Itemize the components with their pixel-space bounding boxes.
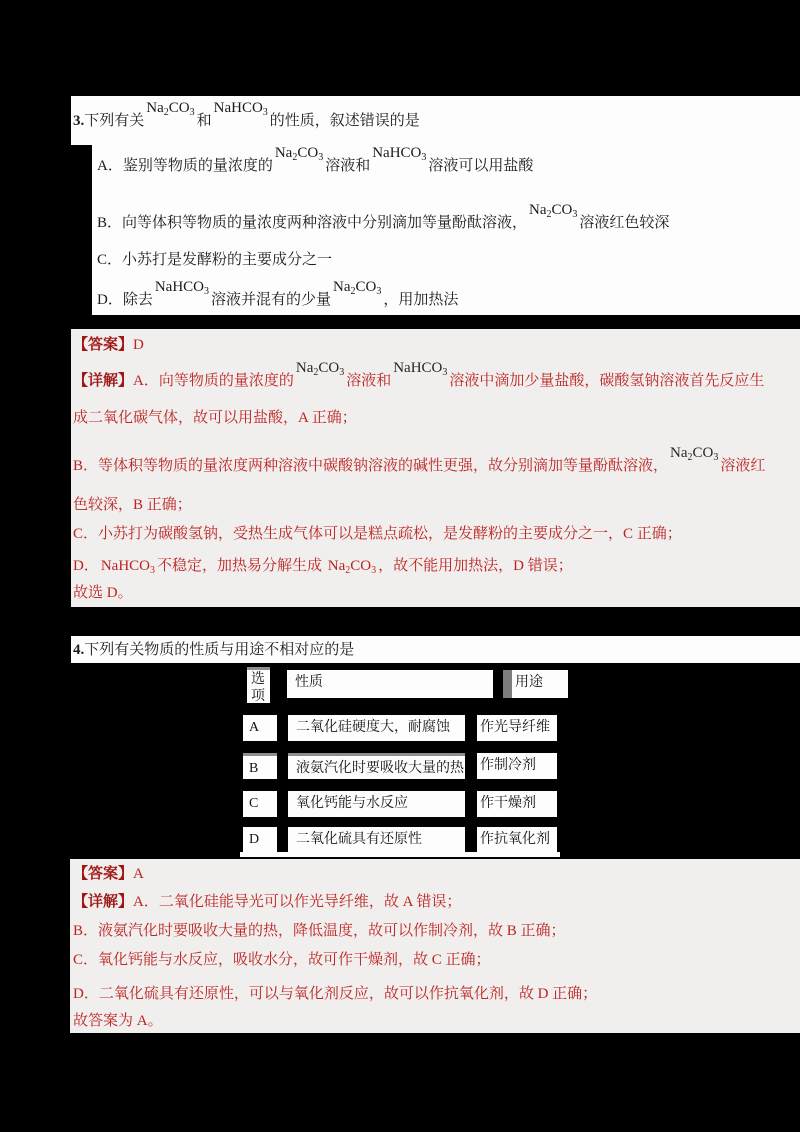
table-cell-property: 氧化钙能与水反应 [288,791,465,817]
text-segment: 溶液和 [325,158,371,174]
text-segment: B．向等体积等物质的量浓度两种溶液中分别滴加等量酚酞溶液， [97,215,528,231]
text-segment: ，故不能用加热法，D 错误； [378,558,573,574]
text-segment: 的性质，叙述错误的是 [269,113,420,129]
text-segment: 下列有关物质的性质与用途不相对应的是 [84,642,355,658]
text-segment: D．除去 [97,292,153,308]
text-segment: 和 [196,113,212,129]
text-segment: 故答案为 A。 [73,1013,163,1029]
answer-label: 【详解】 [73,373,134,389]
text-segment: 溶液和 [346,373,392,389]
answer-label: 【答案】 [73,337,134,353]
text-segment: 4. [73,642,85,658]
chemical-formula: NaHCO$_3$ [213,100,268,118]
table-cell-option: A [243,715,277,741]
chemical-formula: $Na_2CO_3$ [274,145,324,163]
chemical-formula: $Na_2CO_3$ [529,202,578,220]
text-line [73,986,597,1002]
table-cell-property: 二氧化硫具有还原性 [288,827,465,853]
text-segment: D．二氧化硫具有还原性，可以与氧化剂反应，故可以作抗氧化剂，故 D 正确； [73,986,598,1002]
table-header-divider [503,670,512,698]
chemical-formula: $Na_2CO_3$ [146,100,195,118]
text-segment: ，用加热法 [383,292,459,308]
text-line [73,894,461,910]
text-line [97,145,534,174]
text-segment: C．小苏打为碳酸氢钠，受热生成气体可以是糕点疏松，是发酵粉的主要成分之一，C 正确； [73,526,682,542]
text-segment: A．向等物质的量浓度的 [133,373,294,389]
table-cell-option: B [243,753,277,779]
chemical-formula: $Na_2CO_3$ [327,558,377,576]
text-line [97,202,670,231]
text-line [73,558,573,574]
text-segment: A．鉴别等物质的量浓度的 [97,158,273,174]
question-3-answer-block [71,329,800,607]
text-line [73,585,133,601]
question-4-answer-block [70,859,800,1033]
text-line [73,100,420,129]
text-segment: A [133,866,144,882]
question-3-options [92,145,800,315]
answer-label: 【详解】 [73,894,134,910]
table-header-option: 选项 [247,667,270,703]
table-header-property: 性质 [287,670,493,698]
text-segment: A．二氧化硅能导光可以作光导纤维，故 A 错误； [133,894,462,910]
text-line [73,952,491,968]
text-line [73,337,144,353]
text-segment: 不稳定，加热易分解生成 [157,558,326,574]
text-segment: D [133,337,144,353]
text-line [73,410,357,426]
text-segment: B．等体积等物质的量浓度两种溶液中碳酸钠溶液的碱性更强，故分别滴加等量酚酞溶液， [73,458,669,474]
text-line [73,1013,163,1029]
text-segment: 下列有关 [84,113,145,129]
table-cell-use: 作干燥剂 [477,791,557,817]
text-segment: 成二氧化碳气体，故可以用盐酸，A 正确； [73,410,357,426]
text-line [73,526,682,542]
chemical-formula: $Na_2CO_3$ [333,279,382,297]
chemical-formula: $Na_2CO_3$ [295,360,345,378]
text-segment: 溶液可以用盐酸 [428,158,534,174]
text-segment: D． [73,558,99,574]
table-cell-property: 二氧化硅硬度大，耐腐蚀 [288,715,465,741]
chemical-formula: NaHCO$_3$ [372,145,427,163]
table-cell-use: 作抗氧化剂 [477,827,557,853]
table-cell-option: D [243,827,277,853]
chemical-formula: NaHCO$_3$ [154,279,210,297]
chemical-formula: NaHCO$_3$ [100,558,156,576]
table-cell-use: 作光导纤维 [477,715,557,741]
text-segment: C．氧化钙能与水反应，吸收水分，故可作干燥剂，故 C 正确； [73,952,491,968]
text-line [73,642,354,658]
text-segment: 溶液红色较深 [579,215,670,231]
text-line [73,445,766,474]
text-line [97,279,459,308]
text-segment: 溶液并混有的少量 [211,292,332,308]
answer-label: 【答案】 [73,866,134,882]
text-segment: 溶液中滴加少量盐酸，碳酸氢钠溶液首先反应生 [449,373,765,389]
question-4-stem [71,636,800,663]
table-cell-property: 液氨汽化时要吸收大量的热 [288,753,465,779]
text-segment: B．液氨汽化时要吸收大量的热，降低温度，故可以作制冷剂，故 B 正确； [73,923,566,939]
chemical-formula: NaHCO$_3$ [393,360,448,378]
text-line [73,923,566,939]
text-line [73,360,765,389]
table-cell-option: C [243,791,277,817]
text-segment: C．小苏打是发酵粉的主要成分之一 [97,252,333,268]
text-segment: 色较深，B 正确； [73,497,192,513]
text-line [97,252,332,268]
table-header-use: 用途 [512,670,568,698]
text-segment: 故选 D。 [73,585,133,601]
table-bottom-border [240,852,560,857]
text-segment: 溶液红 [720,458,766,474]
chemical-formula: $Na_2CO_3$ [670,445,719,463]
text-line [73,866,144,882]
text-line [73,497,192,513]
table-cell-use: 作制冷剂 [477,753,557,779]
text-segment: 3. [73,113,85,129]
question-3-stem [71,96,800,145]
